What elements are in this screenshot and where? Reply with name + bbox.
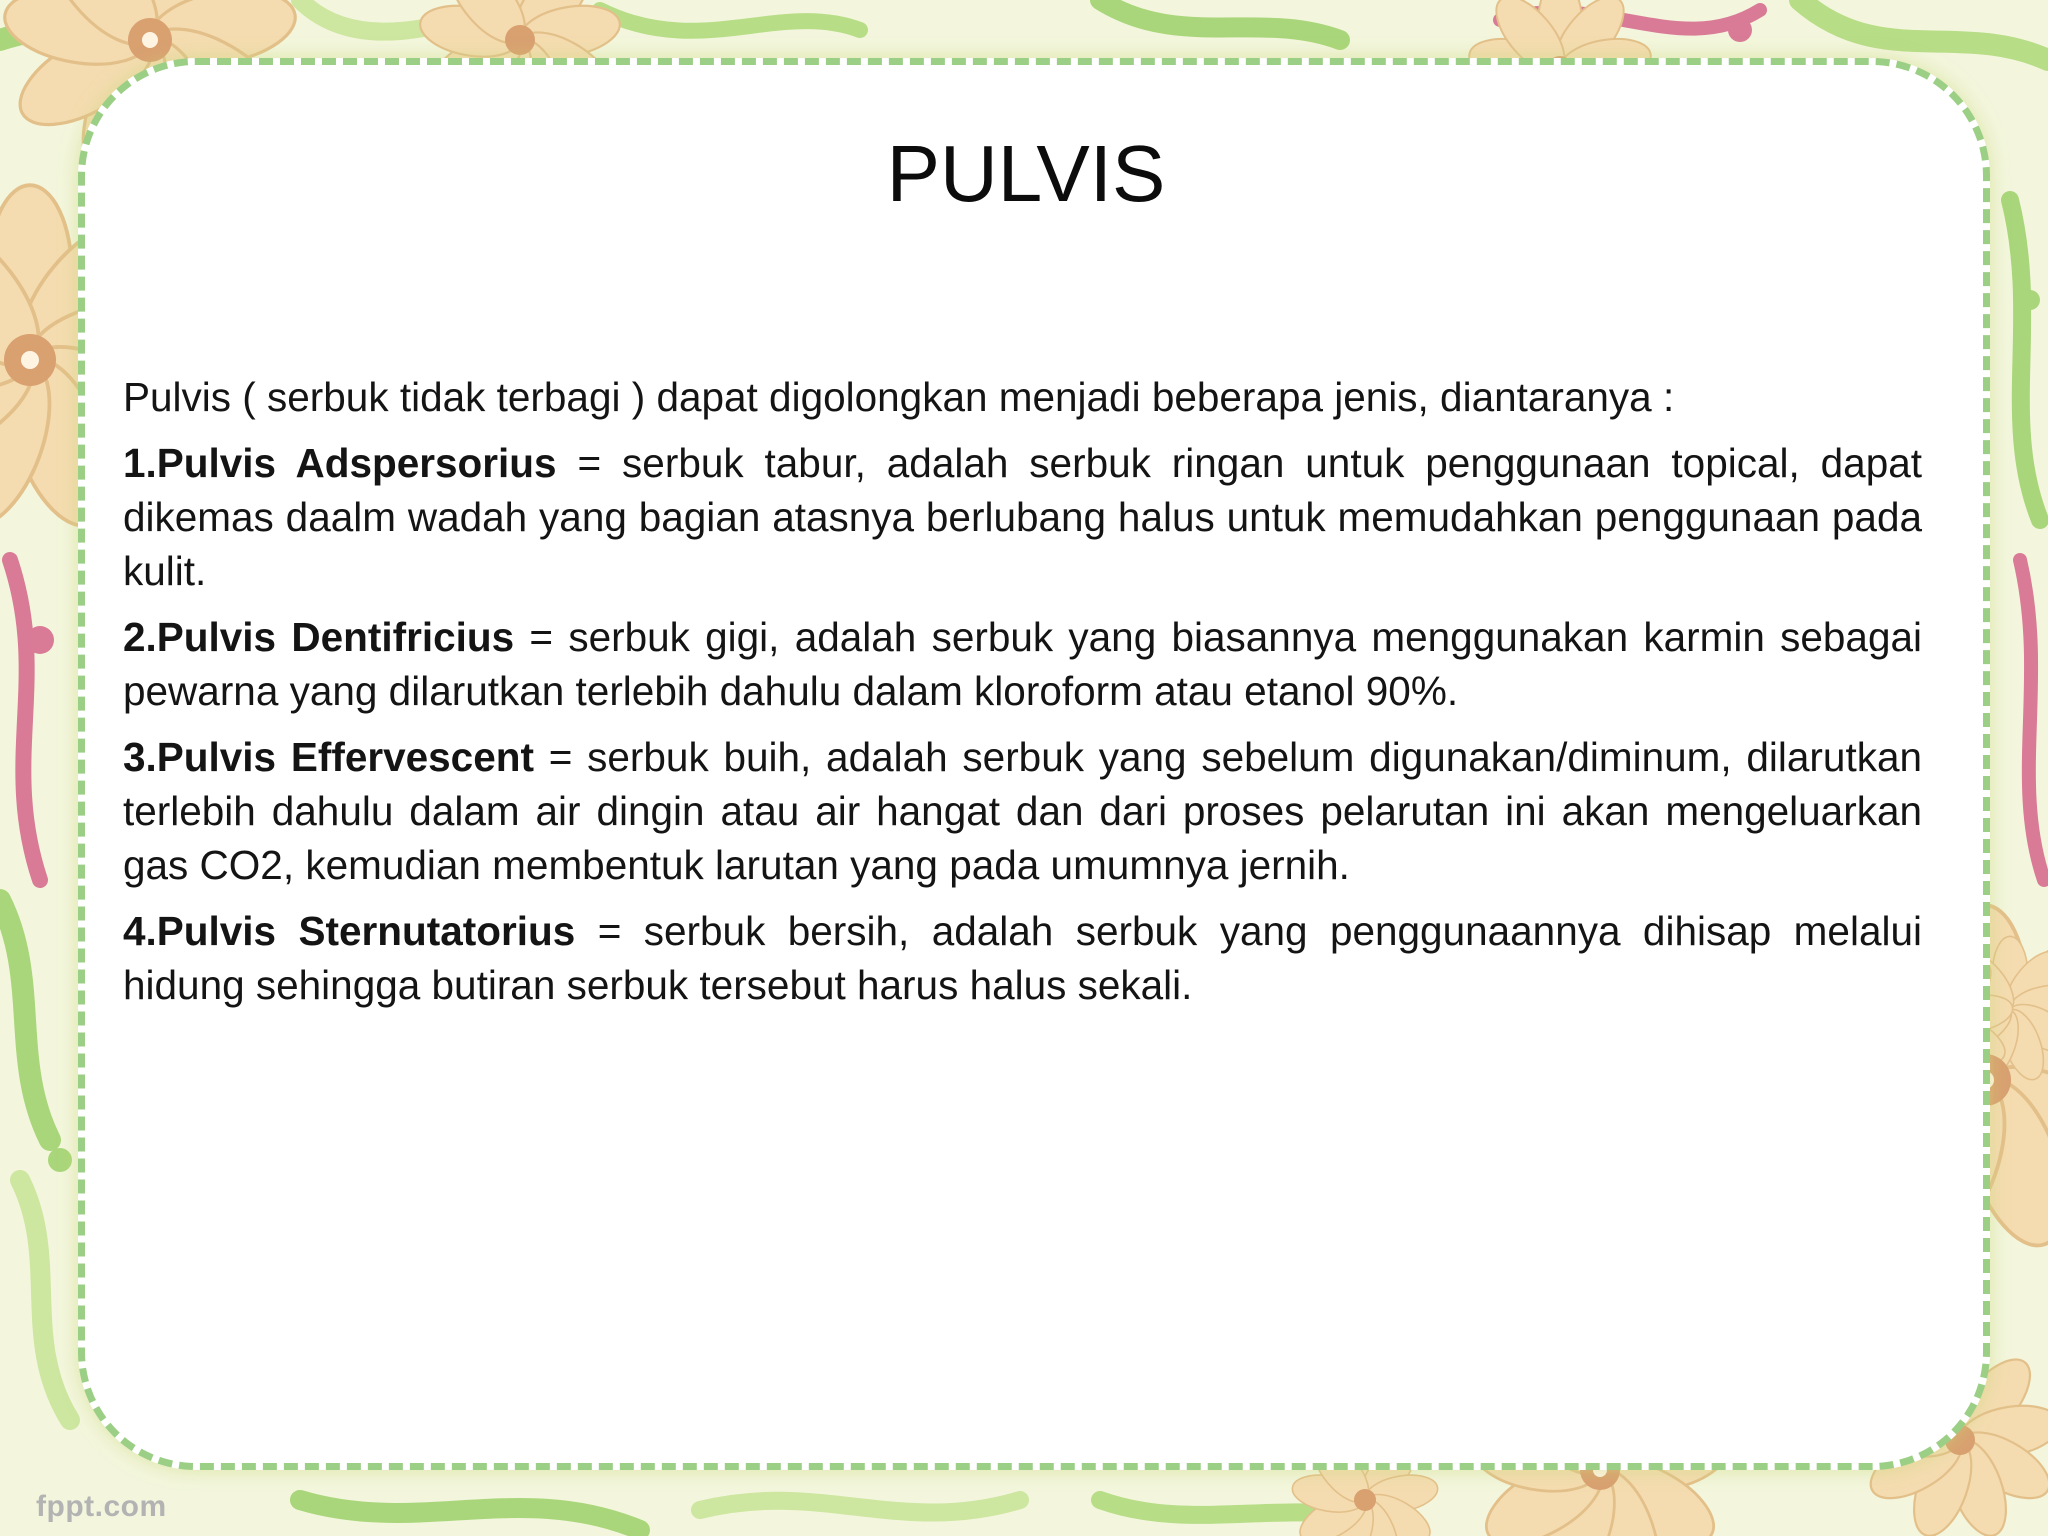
list-item bbox=[123, 610, 1922, 718]
item-description: = serbuk buih, adalah serbuk yang sebelum digunakan/diminum, dilarutkan terlebih dahulu dalam air dingin atau air hangat dan dari proses pelarutan ini akan mengeluarkan gas CO2, kemudian membentuk larutan yang pada umumnya jernih. bbox=[123, 734, 1922, 888]
list-item bbox=[123, 730, 1922, 892]
item-term: 1.Pulvis Adspersorius bbox=[123, 440, 557, 486]
item-term: 2.Pulvis Dentifricius bbox=[123, 614, 515, 660]
item-description: = serbuk gigi, adalah serbuk yang biasannya menggunakan karmin sebagai pewarna yang dilarutkan terlebih dahulu dalam kloroform atau etanol 90%. bbox=[123, 614, 1923, 714]
list-item bbox=[123, 904, 1922, 1012]
item-description: = serbuk bersih, adalah serbuk yang penggunaannya dihisap melalui hidung sehingga butiran serbuk tersebut harus halus sekali. bbox=[123, 908, 1922, 1008]
slide-body bbox=[123, 370, 1922, 1024]
list-item bbox=[123, 436, 1922, 598]
intro-paragraph: Pulvis ( serbuk tidak terbagi ) dapat digolongkan menjadi beberapa jenis, diantaranya : bbox=[123, 374, 1675, 420]
item-term: 3.Pulvis Effervescent bbox=[123, 734, 534, 780]
item-description: = serbuk tabur, adalah serbuk ringan untuk penggunaan topical, dapat dikemas daalm wadah yang bagian atasnya berlubang halus untuk memudahkan penggunaan pada kulit. bbox=[123, 440, 1923, 594]
slide-title: PULVIS bbox=[886, 129, 1166, 218]
item-term: 4.Pulvis Sternutatorius bbox=[123, 908, 576, 954]
watermark-logo: fppt.com bbox=[36, 1490, 167, 1523]
